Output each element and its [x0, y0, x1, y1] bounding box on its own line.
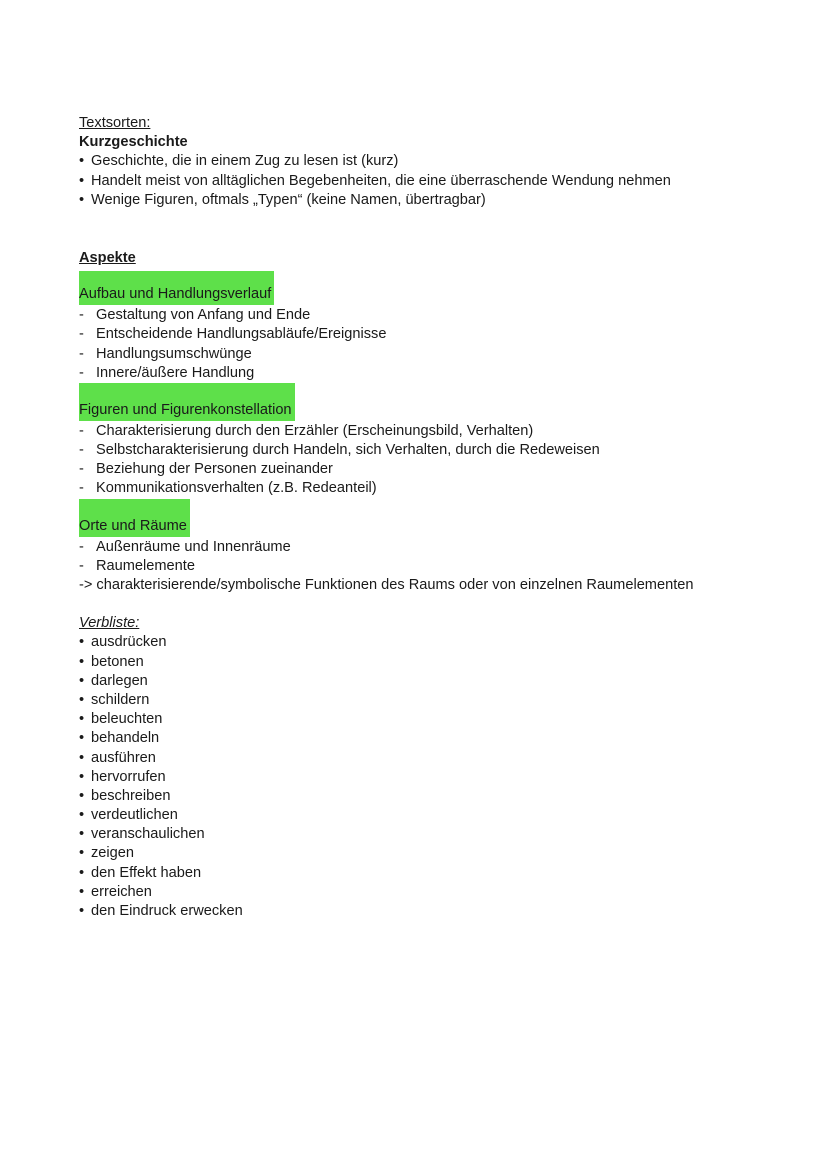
bullet-marker: • — [79, 807, 85, 824]
list-item: - Selbstcharakterisierung durch Handeln, sich Verhalten, durch die Redeweisen — [79, 441, 779, 460]
list-item: • Handelt meist von alltäglichen Begebenheiten, die eine überraschende Wendung nehmen — [79, 172, 779, 191]
list-item: - Handlungsumschwünge — [79, 345, 779, 364]
section-title-aufbau — [79, 272, 779, 306]
list-item: • veranschaulichen — [79, 825, 779, 844]
list-item: - Außenräume und Innenräume — [79, 538, 779, 557]
list-item: • zeigen — [79, 844, 779, 863]
dash-marker: - — [79, 345, 84, 362]
bullet-marker: • — [79, 826, 85, 843]
highlight-marker: Figuren und Figurenkonstellation — [79, 383, 295, 421]
raum-note: -> charakterisierende/symbolische Funktionen des Raums oder von einzelnen Raumelementen — [79, 577, 694, 593]
bullet-marker: • — [79, 864, 85, 881]
kurzgeschichte-subheading: Kurzgeschichte — [79, 134, 188, 151]
dash-marker: - — [79, 538, 84, 555]
dash-marker: - — [79, 442, 84, 459]
list-item: • Wenige Figuren, oftmals „Typen“ (keine Namen, übertragbar) — [79, 191, 779, 210]
list-item: • behandeln — [79, 729, 779, 748]
document-page — [79, 114, 779, 921]
list-item: • ausführen — [79, 749, 779, 768]
bullet-marker: • — [79, 730, 85, 747]
bullet-marker: • — [79, 768, 85, 785]
list-item: - Charakterisierung durch den Erzähler (Erscheinungsbild, Verhalten) — [79, 422, 779, 441]
list-item: • hervorrufen — [79, 768, 779, 787]
dash-marker: - — [79, 307, 84, 324]
textsorten-bullet-list — [79, 152, 779, 210]
dash-marker: - — [79, 326, 84, 343]
bullet-marker: • — [79, 845, 85, 862]
bullet-marker: • — [79, 672, 85, 689]
dash-marker: - — [79, 364, 84, 381]
section-title-figuren — [79, 383, 779, 422]
list-item: • Geschichte, die in einem Zug zu lesen ist (kurz) — [79, 152, 779, 171]
list-item: - Innere/äußere Handlung — [79, 364, 779, 383]
dash-marker: - — [79, 422, 84, 439]
list-item: • den Effekt haben — [79, 864, 779, 883]
dash-marker: - — [79, 461, 84, 478]
list-item: - Raumelemente — [79, 557, 779, 576]
bullet-marker: • — [79, 691, 85, 708]
list-item: • darlegen — [79, 672, 779, 691]
bullet-marker: • — [79, 749, 85, 766]
bullet-marker: • — [79, 634, 85, 651]
dash-marker: - — [79, 480, 84, 497]
list-item: - Gestaltung von Anfang und Ende — [79, 306, 779, 325]
bullet-marker: • — [79, 903, 85, 919]
bullet-marker: • — [79, 191, 85, 208]
aspekte-heading: Aspekte — [79, 249, 136, 266]
list-item: • beschreiben — [79, 787, 779, 806]
bullet-marker: • — [79, 711, 85, 728]
verbliste-list — [79, 633, 779, 921]
list-item: • verdeutlichen — [79, 806, 779, 825]
dash-marker: - — [79, 557, 84, 574]
list-item: • betonen — [79, 653, 779, 672]
section-title-orte — [79, 499, 779, 538]
bullet-marker: • — [79, 653, 85, 670]
list-item: - Entscheidende Handlungsabläufe/Ereignisse — [79, 325, 779, 344]
list-item: • beleuchten — [79, 710, 779, 729]
highlight-marker: Aufbau und Handlungsverlauf — [79, 271, 274, 305]
bullet-marker: • — [79, 172, 85, 189]
verbliste-heading: Verbliste: — [79, 615, 140, 632]
highlight-marker: Orte und Räume — [79, 499, 190, 537]
list-item: - Kommunikationsverhalten (z.B. Redeanteil) — [79, 479, 779, 498]
list-item: • ausdrücken — [79, 633, 779, 652]
textsorten-heading: Textsorten: — [79, 115, 151, 131]
list-item: - Beziehung der Personen zueinander — [79, 460, 779, 479]
list-item: • den Eindruck erwecken — [79, 902, 779, 921]
bullet-marker: • — [79, 153, 85, 170]
bullet-marker: • — [79, 787, 85, 804]
list-item: • erreichen — [79, 883, 779, 902]
bullet-marker: • — [79, 883, 85, 900]
list-item: • schildern — [79, 691, 779, 710]
